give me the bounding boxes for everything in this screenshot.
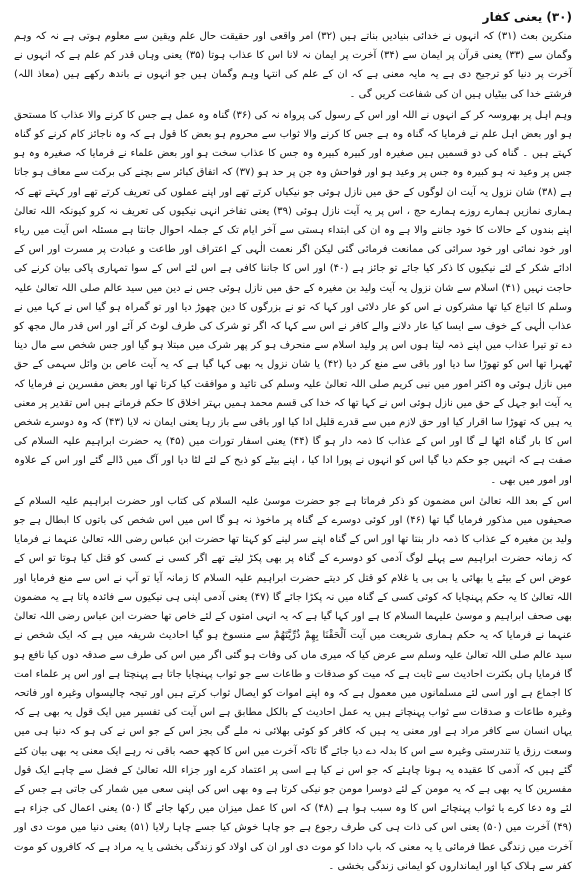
footnote-paragraph-2: وہم اہل پر بھروسہ کر کے انہوں نے اللہ اور اس کے رسول کی پرواہ نہ کی (۳۶) گناہ وہ عمل ہے جس کا کرنے والا عذاب کا مستحق ہو اور بعض اہل علم نے فرمایا کہ گناہ وہ ہے جس کا کرنے والا ثواب سے محروم ہو بعض کا قول ہے کہ وہ ناجائز کام کرنے کو گناہ کہتے ہیں ۔ گناہ کی دو قسمیں ہیں صغیرہ اور کبیرہ کبیرہ وہ جس کا عذاب سخت ہو اور بعض علماء نے فرمایا کہ صغیرہ وہ ہو جس پر وعید نہ ہو کبیرہ وہ جس پر وعید ہو اور فواحش وہ جن پر حد ہو (۳۷) کہ اتفاق کبائر سے بچنے کی برکت سے معاف ہو جاتا ہے (۳۸) شان نزول یہ آیت ان لوگوں کے حق میں نازل ہوئی جو نیکیاں کرتے تھے اور اپنے عملوں کی تعریف کرتے تھے اور کہتے تھے کہ ہماری نمازیں ہمارے روزے ہمارے حج ، اس پر یہ آیت نازل ہوئی (۳۹) یعنی تفاخر انہی نیکیوں کی تعریف نہ کرو کیونکہ اللہ تعالیٰ اپنے بندوں کے حالات کا خود جاننے والا ہے وہ ان کی ابتداء ہستی سے آخر ایام تک کے جملہ احوال جانتا ہے مسئلہ اس آیت میں ریاء اور خود نمائی اور خود سرائی کی ممانعت فرمائی گئی لیکن اگر نعمت الٰہی کے اعتراف اور طاعت و عبادت پر مسرت اور اس کے ادائے شکر کے لئے نیکیوں کا ذکر کیا جائے تو جائز ہے (۴۰) اور اس کا جاننا کافی ہے اس لئے اس کے سوا تمہاری پاکی بیان کرنے کی حاجت نہیں (۴۱) اسلام سے شان نزول یہ آیت ولید بن مغیرہ کے حق میں نازل ہوئی جس نے دین میں سید عالم صلی اللہ تعالیٰ علیہ وسلم کا اتباع کیا تھا مشرکوں نے اس کو عار دلائی اور کہا کہ تو نے بزرگوں کا دین چھوڑ دیا اور تو گمراہ ہو گیا اس نے کہا میں نے عذاب الٰہی کے خوف سے ایسا کیا عار دلانے والے کافر نے اس سے کہا کہ اگر تو شرک کی طرف لوٹ کر آئے اور اس قدر مال مجھ کو دے تو تیرا عذاب میں اپنے ذمہ لیتا ہوں اس پر ولید اسلام سے منحرف ہو کر پھر شرک میں مبتلا ہو گیا اور جس شخص سے مال دینا ٹھہرا تھا اس کو تھوڑا سا دیا اور باقی سے منع کر دیا (۴۲) یا شان نزول یہ بھی کہا گیا ہے کہ یہ آیت عاص بن وائل سہمی کے حق میں نازل ہوئی وہ اکثر امور میں نبی کریم صلی اللہ تعالیٰ علیہ وسلم کی تائید و موافقت کیا کرتا تھا اور بعض مفسرین نے فرمایا کہ یہ آیت ابو جہل کے حق میں نازل ہوئی اس نے کہا تھا کہ خدا کی قسم محمد ہمیں بہتر اخلاق کا حکم فرماتے ہیں اس تقدیر پر معنی یہ ہیں کہ تھوڑا سا اقرار کیا اور حق لازم میں سے قدرے قلیل ادا کیا اور باقی سے باز رہا یعنی ایمان نہ لایا (۴۳) کہ وہ دوسرے شخص اس کا بار گناہ اٹھا لے گا اور اس کے عذاب کا ذمہ دار ہو گا (۴۴) یعنی اسفار تورات میں (۴۵) یہ حضرت ابراہیم علیہ السلام کی صفت ہے کہ انہیں جو حکم دیا گیا اس کو انہوں نے پورا ادا کیا ، اپنے بیٹے کو ذبح کے لئے لٹا دیا اور آگ میں ڈالے گئے اور اس کے علاوہ اور امور میں بھی ۔: [14, 109, 573, 486]
footnote-heading: (۳۰) یعنی کفار: [482, 10, 572, 24]
footnote-paragraph-1: منکرین بعث (۳۱) کہ انہوں نے خدائی بنیادیں بناتے ہیں (۳۲) امر واقعی اور حقیقت حال علم ویقین سے معلوم ہوتی ہے نہ کہ وہم وگمان سے (۳۳) یعنی قرآن پر ایمان سے (۳۴) آخرت پر ایمان نہ لانا اس کا عذاب ہوتا (۳۵) یعنی وہاں قدر کم علم ہے کہ انہوں نے آخرت پر دنیا کو ترجیح دی ہے یہ مایہ معنی ہے کہ ان کے علم کی انتہا وہم وگمان ہیں جو انہوں نے باندھ رکھے ہیں (معاذ اللہ) فرشتے خدا کی بیٹیاں ہیں ان کی شفاعت کریں گی ۔: [14, 31, 572, 100]
footnote-paragraph-3: اس کے بعد اللہ تعالیٰ اس مضمون کو ذکر فرماتا ہے جو حضرت موسیٰ علیہ السلام کی کتاب اور حضرت ابراہیم علیہ السلام کے صحیفوں میں مذکور فرمایا گیا تھا (۴۶) اور کوئی دوسرے کے گناہ پر ماخوذ نہ ہو گا اس میں اس شخص کی باتوں کا ابطال ہے جو ولید بن مغیرہ کے عذاب کا ذمہ دار بنتا تھا اور اس کے گناہ اپنے سر لینے کو کہتا تھا حضرت ابن عباس رضی اللہ تعالیٰ عنہما نے فرمایا کہ زمانہ حضرت ابراہیم سے پہلے لوگ آدمی کو دوسرے کے گناہ پر بھی پکڑ لیتے تھے اگر کسی نے کسی کو قتل کیا ہوتا تو اس کے عوض اس کے بیٹے یا بھائی یا بی بی یا غلام کو قتل کر دیتے حضرت ابراہیم علیہ السلام کا زمانہ آیا تو آپ نے اس سے منع فرمایا اور اللہ تعالیٰ کا یہ حکم پہنچایا کہ کوئی کسی کے گناہ میں نہ پکڑا جائے گا (۴۷) یعنی آدمی اپنی ہی نیکیوں سے فائدہ پاتا ہے یہ مضمون بھی صحف ابراہیم و موسیٰ علیہما السلام کا ہے اور کہا گیا ہے کہ یہ انہی امتوں کے لئے خاص تھا حضرت ابن عباس رضی اللہ تعالیٰ عنہما نے فرمایا کہ یہ حکم ہماری شریعت میں آیت اَلْحَقْنَا بِهِمْ ذُرِّيَّتَهُمْ سے منسوخ ہو گیا احادیث شریفہ میں ہے کہ ایک شخص نے سید عالم صلی اللہ تعالیٰ علیہ وسلم سے عرض کیا کہ میری ماں کی وفات ہو گئی اگر میں اس کی طرف سے صدقہ دوں کیا نافع ہو گا فرمایا ہاں بکثرت احادیث سے ثابت ہے کہ میت کو صدقات و طاعات سے جو ثواب پہنچایا جاتا ہے پہنچتا ہے اور اس پر علماء امت کا اجماع ہے اور اسی لئے مسلمانوں میں معمول ہے کہ وہ اپنے اموات کو ایصال ثواب کرتے ہیں اور تیجہ چالیسواں وغیرہ اور فاتحہ وغیرہ طاعات و صدقات سے ثواب پہنچاتے ہیں یہ عمل احادیث کے بالکل مطابق ہے اس آیت کی تفسیر میں ایک قول یہ بھی ہے کہ یہاں انسان سے کافر مراد ہے اور معنی یہ ہیں کہ کافر کو کوئی بھلائی نہ ملے گی بجز اس کے جو اس نے کی ہو کہ دنیا ہی میں وسعت رزق یا تندرستی وغیرہ سے اس کا بدلہ دے دیا جائے گا تاکہ آخرت میں اس کا کچھ حصہ باقی نہ رہے ایک معنی یہ بھی بیان کئے گئے ہیں کہ آدمی کا عقیدہ یہ ہونا چاہئے کہ جو اس نے کیا ہے اسی پر اعتماد کرے اور جزاء اللہ تعالیٰ کے فضل سے چاہے ایک قول مفسرین کا یہ بھی ہے کہ یہ مومن کے لئے دوسرا مومن جو نیکی کرتا ہے وہ بھی اس کی اپنی سعی میں شمار کی جاتی ہے جس کے لئے وہ دعا کرے یا ثواب پہنچائے اس کا وہ سبب ہوا ہے (۴۸) کہ اس کا عمل میزان میں رکھا جائے گا (۵۰) یعنی اعمال کی جزاء ہے (۴۹) آخرت میں (۵۰) یعنی اس کی ذات ہی کی طرف رجوع ہے جو چاہا خوش کیا جسے چاہا رلایا (۵۱) یعنی دنیا میں موت دی اور آخرت میں زندگی عطا فرمائی یا یہ معنی کہ باپ دادا کو موت دی اور ان کی اولاد کو زندگی بخشی یا یہ مراد ہے کہ کافروں کو موت کفر سے ہلاک کیا اور ایمانداروں کو ایمانی زندگی بخشی ۔: [14, 495, 572, 872]
